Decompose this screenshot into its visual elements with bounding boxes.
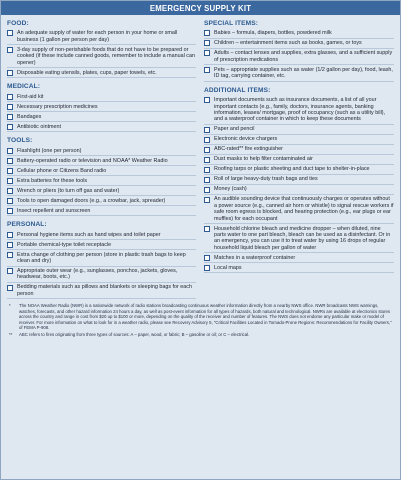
footnotes xyxy=(1,299,400,337)
checkbox-icon[interactable] xyxy=(204,127,210,133)
checklist-item[interactable] xyxy=(7,283,196,299)
checkbox-icon[interactable] xyxy=(7,168,13,174)
checklist-item-label: First-aid kit xyxy=(17,93,44,100)
checkbox-icon[interactable] xyxy=(204,137,210,143)
checklist-item-label: Roll of large heavy-duty trash bags and ties xyxy=(214,176,318,183)
checklist-item-label: An audible sounding device that continuously charges or operates without a power source (e.g., canned air horn or whistle) to signal rescue workers if safe room egress is blocked, and hearing protection (e.g., ear plugs or ear muffles) for each occupant xyxy=(214,196,394,222)
checklist-item-label: Battery-operated radio or television and NOAA* Weather Radio xyxy=(17,157,168,164)
checklist-item[interactable] xyxy=(7,92,196,102)
checklist-item-label: Bandages xyxy=(17,113,42,120)
section-title-medical: MEDICAL: xyxy=(7,83,41,91)
checkbox-icon[interactable] xyxy=(204,40,210,46)
checkbox-icon[interactable] xyxy=(7,47,13,53)
checklist-item[interactable] xyxy=(204,96,394,125)
checkbox-icon[interactable] xyxy=(7,188,13,194)
checkbox-icon[interactable] xyxy=(7,242,13,248)
checklist-item-label: Household chlorine bleach and medicine dropper – when diluted, nine parts water to one part bleach, bleach can be used as a disinfectant. Or in an emergency, you can use it to treat water by using 16 drops of regular household liquid bleach per gallon of water xyxy=(214,225,391,251)
checklist-item[interactable] xyxy=(204,145,394,155)
checklist-item-label: Insect repellent and sunscreen xyxy=(17,207,91,214)
checklist-item-label: Important documents such as insurance documents, a list of all your important contacts (e.g., family, doctors, insurance agents, banking information, leases/ mortgage, proof of occupancy (such as a utility bill), and a waterproof container in which to keep these documents xyxy=(214,97,386,123)
checkbox-icon[interactable] xyxy=(204,167,210,173)
checklist-item[interactable] xyxy=(204,175,394,185)
checkbox-icon[interactable] xyxy=(204,197,210,203)
checklist-item-label: Cellular phone or Citizens Band radio xyxy=(17,167,107,174)
footnote-mark: * xyxy=(9,303,11,309)
checklist-item-label: Money (cash) xyxy=(214,186,247,193)
checkbox-icon[interactable] xyxy=(7,148,13,154)
checklist-item[interactable] xyxy=(7,186,196,196)
checklist-item[interactable] xyxy=(7,102,196,112)
checkbox-icon[interactable] xyxy=(7,124,13,130)
checklist-item-label: Local maps xyxy=(214,264,242,271)
checklist-item[interactable] xyxy=(204,185,394,195)
checkbox-icon[interactable] xyxy=(7,114,13,120)
section-title-food: FOOD: xyxy=(7,20,29,27)
checkbox-icon[interactable] xyxy=(204,177,210,183)
checklist-item[interactable] xyxy=(7,68,196,78)
checklist-item[interactable] xyxy=(7,240,196,250)
checklist-item[interactable] xyxy=(7,267,196,283)
checklist-item[interactable] xyxy=(204,253,394,263)
checklist-item[interactable] xyxy=(204,165,394,175)
checklist-item[interactable] xyxy=(7,112,196,122)
checklist-item[interactable] xyxy=(204,125,394,135)
checkbox-icon[interactable] xyxy=(7,232,13,238)
checklist-item[interactable] xyxy=(204,39,394,49)
checklist-item[interactable] xyxy=(7,156,196,166)
footnote-text: The NOAA Weather Radio (NWR) is a nationwide network of radio stations broadcasting continuous weather information directly from a nearby NWS office. NWR broadcasts NWS warnings, watches, forecasts, and other hazard information 24 hours a day, as well as post-event information for all types of hazards, both natural and technological. NWRs are available at electronics stores across the country and range in cost from $20 up to $100 or more, depending on the quality of the receiver and number of features. The NWS does not endorse any particular make or model of receiver. For more information on what to look for in a weather radio, please see Recovery Advisory 5, "Critical Facilities Located in Tornado-Prone Regions: Recommendations for Facility Owners," of FEMA P-908. xyxy=(19,303,392,331)
checkbox-icon[interactable] xyxy=(204,50,210,56)
checklist-item-label: Roofing tarps or plastic sheeting and duct tape to shelter-in-place xyxy=(214,166,370,173)
checkbox-icon[interactable] xyxy=(204,255,210,261)
checklist-item-label: Extra batteries for these tools xyxy=(17,177,88,184)
checklist-item-label: Appropriate outer wear (e.g., sunglasses, ponchos, jackets, gloves, headwear, boots, etc.) xyxy=(17,267,178,281)
checkbox-icon[interactable] xyxy=(7,178,13,184)
checklist-item[interactable] xyxy=(204,29,394,39)
checkbox-icon[interactable] xyxy=(7,198,13,204)
checkbox-icon[interactable] xyxy=(7,70,13,76)
checkbox-icon[interactable] xyxy=(7,158,13,164)
checkbox-icon[interactable] xyxy=(204,30,210,36)
checkbox-icon[interactable] xyxy=(7,252,13,258)
checkbox-icon[interactable] xyxy=(204,226,210,232)
kit-title: EMERGENCY SUPPLY KIT xyxy=(1,1,400,15)
checklist-item-label: An adequate supply of water for each person in your home or small business (1 gallon per person per day) xyxy=(17,30,178,43)
checklist-item-label: Electronic device chargers xyxy=(214,136,278,143)
checklist-item-label: Wrench or pliers (to turn off gas and water) xyxy=(17,187,120,194)
section-title-tools: TOOLS: xyxy=(7,137,33,145)
checkbox-icon[interactable] xyxy=(204,67,210,73)
checklist-item[interactable] xyxy=(204,195,394,224)
checklist-item[interactable] xyxy=(7,166,196,176)
checklist-item[interactable] xyxy=(7,146,196,156)
checklist-item[interactable] xyxy=(204,263,394,273)
checklist-item-label: Adults – contact lenses and supplies, extra glasses, and a sufficient supply of prescription medications xyxy=(214,50,393,63)
checkbox-icon[interactable] xyxy=(7,208,13,214)
checklist-item-label: Babies – formula, diapers, bottles, powdered milk xyxy=(214,30,332,37)
checklist-item-label: Portable chemical-type toilet receptacle xyxy=(17,241,112,248)
checklist-item-label: Necessary prescription medicines xyxy=(17,103,98,110)
footnote-mark: ** xyxy=(9,332,13,338)
checklist-item-label: Disposable eating utensils, plates, cups, paper towels, etc. xyxy=(17,69,157,76)
checkbox-icon[interactable] xyxy=(7,104,13,110)
checklist-item[interactable] xyxy=(7,196,196,206)
footnote-text: ABC refers to fires originating from three types of sources: A – paper, wood, or fabric; B – gasoline or oil; or C – electrical. xyxy=(19,332,250,338)
checkbox-icon[interactable] xyxy=(204,97,210,103)
checklist-item-label: 3-day supply of non-perishable foods that do not have to be prepared or cooked (if these include canned goods, remember to include a manual can opener) xyxy=(17,46,195,66)
checklist-item[interactable] xyxy=(204,49,394,65)
checklist-item-label: Bedding materials such as pillows and blankets or sleeping bags for each person xyxy=(17,284,192,297)
checklist-item-label: Pets – appropriate supplies such as water (1/2 gallon per day), food, leash, ID tag, carrying container, etc. xyxy=(214,66,393,80)
checklist-item-label: Matches in a waterproof container xyxy=(214,254,296,261)
checklist-item[interactable] xyxy=(204,155,394,165)
checkbox-icon[interactable] xyxy=(204,265,210,271)
checklist-item-label: Personal hygiene items such as hand wipes and toilet paper xyxy=(17,231,161,238)
checklist-item[interactable] xyxy=(7,250,196,266)
checklist-item-label: ABC-rated** fire extinguisher xyxy=(214,146,283,153)
checkbox-icon[interactable] xyxy=(7,30,13,36)
section-title-special-items: SPECIAL ITEMS: xyxy=(204,20,259,27)
checklist-item[interactable] xyxy=(7,122,196,132)
left-column xyxy=(7,15,202,299)
checklist-item-label: Antibiotic ointment xyxy=(17,123,62,130)
checklist-item-label: Children – entertainment items such as books, games, or toys xyxy=(214,40,362,47)
footnote xyxy=(9,332,392,337)
checklist-item-label: Paper and pencil xyxy=(214,126,255,133)
section-title-additional-items: ADDITIONAL ITEMS: xyxy=(204,86,271,94)
checklist-item[interactable] xyxy=(7,206,196,216)
right-column xyxy=(202,15,394,299)
checklist-item-label: Dust masks to help filter contaminated air xyxy=(214,156,313,163)
checkbox-icon[interactable] xyxy=(204,187,210,193)
checkbox-icon[interactable] xyxy=(204,157,210,163)
checklist-item[interactable] xyxy=(7,29,196,45)
checkbox-icon[interactable] xyxy=(7,268,13,274)
checklist-item[interactable] xyxy=(7,45,196,68)
checklist-item-label: Tools to open damaged doors (e.g., a crowbar, jack, spreader) xyxy=(17,197,166,204)
checklist-item[interactable] xyxy=(204,65,394,81)
checkbox-icon[interactable] xyxy=(7,94,13,100)
checkbox-icon[interactable] xyxy=(204,147,210,153)
checkbox-icon[interactable] xyxy=(7,285,13,291)
checklist-item-label: Extra change of clothing per person (store in plastic trash bags to keep clean and dry) xyxy=(17,251,186,264)
checklist-item[interactable] xyxy=(204,135,394,145)
checklist-item-label: Flashlight (one per person) xyxy=(17,147,82,154)
checklist-columns xyxy=(1,15,400,299)
checklist-item[interactable] xyxy=(204,224,394,253)
footnote xyxy=(9,303,392,330)
checklist-item[interactable] xyxy=(7,176,196,186)
checklist-item[interactable] xyxy=(7,230,196,240)
section-title-personal: PERSONAL: xyxy=(7,221,47,229)
